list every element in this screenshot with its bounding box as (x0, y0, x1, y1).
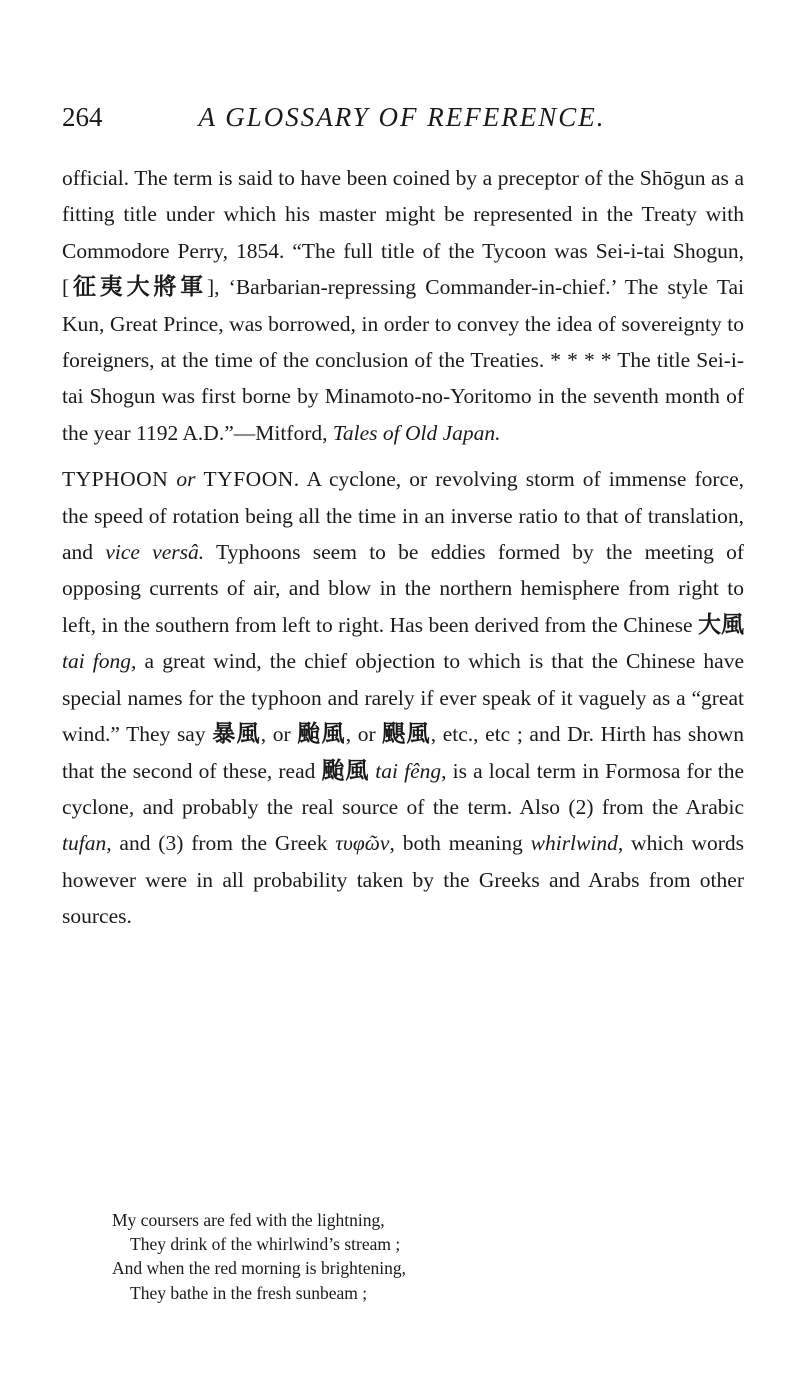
romanization: tai fêng, (375, 758, 447, 783)
body-text (62, 160, 744, 935)
chinese-characters: 大風 (697, 611, 745, 638)
page-header (62, 102, 742, 142)
text-run: , or (345, 722, 383, 747)
text-run: is a local term in Formosa for the cyclone, and probably the real source of the term. Also (2) from the Arabic (62, 758, 745, 819)
text-run: , both meaning (389, 831, 531, 856)
verse-line: They drink of the whirlwind’s stream ; (130, 1234, 401, 1255)
chinese-characters: 颱風 (297, 721, 346, 748)
verse-line: My coursers are fed with the lightning, (112, 1210, 385, 1230)
citation-title: Tales of Old Japan. (332, 420, 501, 445)
text-run: , or (260, 722, 298, 747)
italic-phrase: whirlwind, (530, 831, 624, 856)
headword-variant: TYFOON. (203, 467, 300, 492)
chinese-characters: 暴風 (212, 721, 261, 748)
chinese-characters: 征夷大將軍 (69, 274, 207, 301)
chinese-characters: 颶風 (382, 721, 431, 748)
verse-line: They bathe in the fresh sunbeam ; (130, 1282, 368, 1303)
page-number: 264 (62, 102, 103, 132)
headword: TYPHOON (62, 467, 169, 492)
arabic-word: tufan, (62, 831, 112, 856)
chinese-characters: 颱風 (321, 757, 370, 784)
romanization: tai fong, (62, 649, 137, 674)
text-run: and (3) from the Greek (111, 831, 336, 856)
text-run: ], ‘Barbarian-repressing Commander-in-chief.’ The style Tai Kun, Great Prince, was borrowed, in order to convey the idea of sovereignty to foreigners, at the time of the conclusion of the Treaties. * * * * The title Sei-i-tai Shogun was first borne by Minamoto-no-Yoritomo in the seventh month of the year 1192 A.D.”—Mitford, (62, 275, 744, 445)
entry-typhoon (62, 461, 744, 934)
text-run: , etc., etc ; and Dr. Hirth has shown that the second of these, read (62, 722, 744, 783)
text-run: a great wind, the chief objection to which is that the Chinese have special names for the typhoon and rarely if ever speak of it vaguely as a “great wind.” They say (62, 649, 745, 747)
text-run: official. The term is said to have been coined by a preceptor of the Shōgun as a fitting title under which his master might be represented in the Treaty with Commodore Perry, 1854. “The full title of the Tycoon was Sei-i-tai Shogun, [ (62, 166, 744, 300)
greek-word: τυφῶν (335, 831, 390, 856)
headword-or: or (176, 467, 196, 492)
italic-phrase: vice versâ. (105, 540, 205, 565)
text-run: A cyclone, or revolving storm of immense force, the speed of rotation being all the time in an inverse ratio to that of translation, and (62, 467, 745, 565)
verse-line: And when the red morning is brightening, (112, 1258, 407, 1279)
paragraph-tycoon-continued (62, 160, 744, 451)
text-run: Typhoons seem to be eddies formed by the meeting of opposing currents of air, and blow in the northern hemisphere from right to left, in the southern from left to right. Has been derived from the Chinese (62, 540, 745, 637)
running-title: A GLOSSARY OF REFERENCE. (198, 102, 606, 132)
text-run: which words however were in all probability taken by the Greeks and Arabs from other sources. (62, 831, 744, 929)
verse-quotation (112, 1208, 712, 1305)
